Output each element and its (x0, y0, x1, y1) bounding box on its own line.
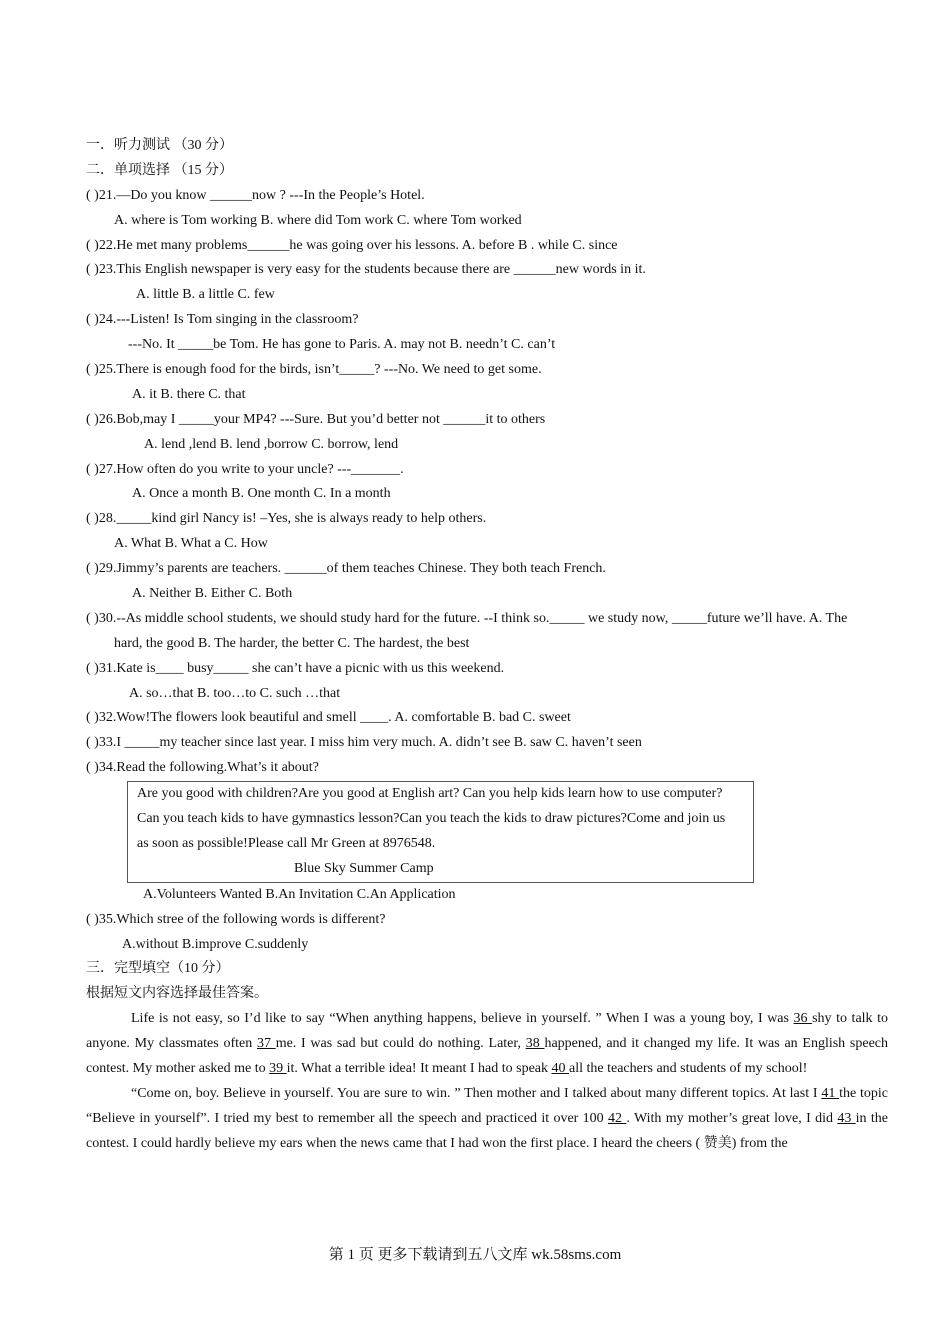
blank-43: 43 (837, 1110, 856, 1126)
question-27: ( )27.How often do you write to your uncle? ---_______. (86, 461, 404, 477)
cloze-passage (86, 1007, 888, 1156)
blank-38: 38 (525, 1036, 545, 1052)
question-35: ( )35.Which stree of the following words is different? (86, 911, 386, 927)
question-29-options: A. Neither B. Either C. Both (132, 586, 293, 602)
question-31: ( )31.Kate is____ busy_____ she can’t have a picnic with us this weekend. (86, 660, 505, 676)
blank-40: 40 (551, 1060, 569, 1076)
question-26: ( )26.Bob,may I _____your MP4? ---Sure. But you’d better not ______it to others (86, 411, 546, 427)
question-25: ( )25.There is enough food for the birds, isn’t_____? ---No. We need to get some. (86, 362, 542, 378)
question-29: ( )29.Jimmy’s parents are teachers. ______of them teaches Chinese. They both teach French. (86, 561, 606, 577)
question-34: ( )34.Read the following.What’s it about? (86, 760, 319, 776)
page-content (86, 134, 888, 1157)
question-24: ( )24.---Listen! Is Tom singing in the classroom? (86, 312, 359, 328)
question-34-options: A.Volunteers Wanted B.An Invitation C.An Application (143, 886, 456, 902)
advert-box (127, 781, 754, 883)
passage-text: it. What a terrible idea! It meant I had to speak (286, 1060, 552, 1076)
question-28: ( )28._____kind girl Nancy is! –Yes, she is always ready to help others. (86, 511, 487, 527)
question-33: ( )33.I _____my teacher since last year. I miss him very much. A. didn’t see B. saw C. haven’t seen (86, 735, 642, 751)
section-single-choice: 二．单项选择 （15 分） (86, 162, 233, 178)
advert-line-1: Are you good with children?Are you good at English art? Can you help kids learn how to use computer? (137, 786, 723, 802)
question-24-answer: ---No. It _____be Tom. He has gone to Paris. A. may not B. needn’t C. can’t (128, 337, 556, 353)
question-21-options: A. where is Tom working B. where did Tom work C. where Tom worked (114, 212, 522, 228)
page-footer: 第 1 页 更多下载请到五八文库 wk.58sms.com (328, 1247, 622, 1263)
blank-37: 37 (256, 1036, 276, 1052)
question-23-options: A. little B. a little C. few (136, 287, 275, 303)
question-22: ( )22.He met many problems______he was going over his lessons. A. before B . while C. since (86, 237, 618, 253)
advert-signature: Blue Sky Summer Camp (294, 860, 434, 876)
passage-text: shy to talk to anyone. My classmates often (86, 1011, 888, 1052)
question-35-options: A.without B.improve C.suddenly (122, 936, 309, 952)
blank-41: 41 (821, 1085, 840, 1101)
passage-text: the topic “Believe in yourself”. I tried my best to remember all the speech and practiced it over 100 (86, 1085, 888, 1126)
question-32: ( )32.Wow!The flowers look beautiful and smell ____. A. comfortable B. bad C. sweet (86, 710, 571, 726)
section-cloze: 三．完型填空（10 分） (86, 961, 230, 977)
question-26-options: A. lend ,lend B. lend ,borrow C. borrow, lend (144, 436, 399, 452)
passage-text: me. I was sad but could do nothing. Later, (275, 1036, 526, 1052)
cloze-instruction: 根据短文内容选择最佳答案。 (86, 986, 268, 1002)
passage-text: happened, and it changed my life. It was an English speech contest. My mother asked me to (86, 1036, 889, 1076)
question-31-options: A. so…that B. too…to C. such …that (129, 685, 341, 701)
question-21: ( )21.—Do you know ______now ? ---In the People’s Hotel. (86, 187, 425, 203)
advert-line-3: as soon as possible!Please call Mr Green at 8976548. (137, 835, 436, 851)
passage-text: “Come on, boy. Believe in yourself. You are sure to win. ” Then mother and I talked about many different topics. At last I (131, 1085, 822, 1101)
passage-paragraph-2 (86, 1082, 888, 1157)
blank-42: 42 (608, 1110, 627, 1126)
passage-text: . With my mother’s great love, I did (626, 1110, 838, 1126)
section-listening: 一．听力测试 （30 分） (86, 138, 233, 153)
passage-text: Life is not easy, so I’d like to say “When anything happens, believe in yourself. ” When I was a young boy, I was (131, 1011, 794, 1027)
question-30-continued: hard, the good B. The harder, the better C. The hardest, the best (114, 635, 470, 651)
question-30: ( )30.--As middle school students, we should study hard for the future. --I think so._____ we study now, _____future we’ll have. A. The (86, 610, 848, 626)
blank-39: 39 (269, 1060, 287, 1076)
question-23: ( )23.This English newspaper is very easy for the students because there are ______new words in it. (86, 262, 646, 278)
question-28-options: A. What B. What a C. How (114, 536, 268, 552)
passage-text: all the teachers and students of my school! (569, 1060, 808, 1076)
passage-paragraph-1 (86, 1007, 888, 1082)
question-27-options: A. Once a month B. One month C. In a month (132, 486, 391, 502)
question-25-options: A. it B. there C. that (132, 386, 246, 402)
blank-36: 36 (793, 1011, 813, 1027)
passage-text: in the contest. I could hardly believe my ears when the news came that I had won the first place. I heard the cheers ( 赞美) from the (86, 1110, 889, 1151)
advert-line-2: Can you teach kids to have gymnastics lesson?Can you teach the kids to draw pictures?Come and join us (137, 811, 726, 827)
